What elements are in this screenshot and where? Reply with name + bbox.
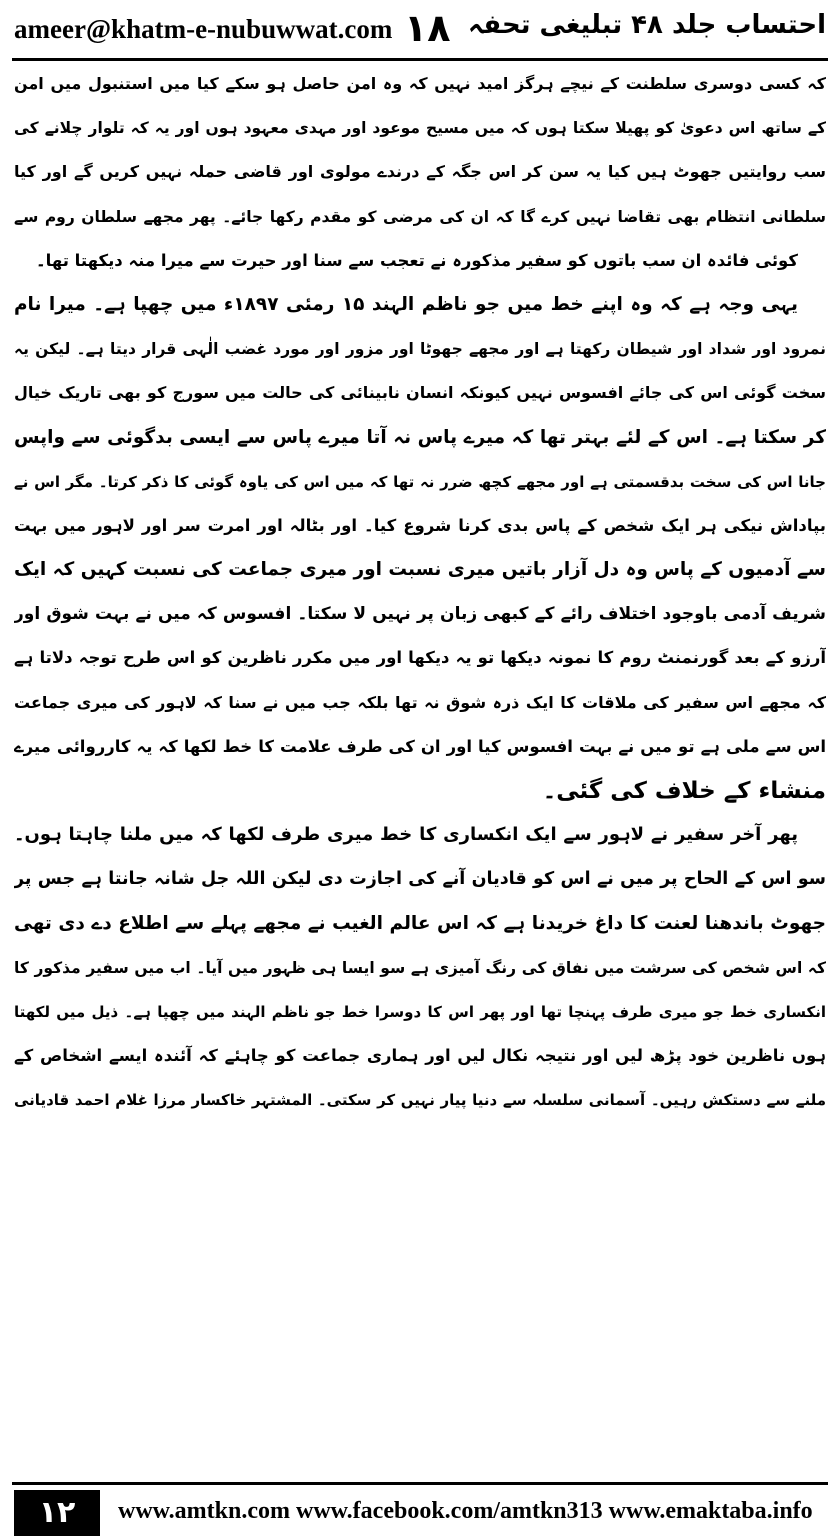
text-line: انکساری خط جو میری طرف پہنچا تھا اور پھر اس کا دوسرا خط جو ناظم الہند میں چھپا ہے۔ ذیل میں لکھتا bbox=[14, 1002, 826, 1021]
footer-urls: www.amtkn.com www.facebook.com/amtkn313 www.emaktaba.info bbox=[118, 1498, 813, 1524]
text-line: سخت گوئی اس کی جائے افسوس نہیں کیونکہ انسان نابینائی کی حالت میں سورج کو بھی تاریک خیال bbox=[14, 383, 826, 403]
text-line: سے آدمیوں کے پاس وہ دل آزار باتیں میری نسبت اور میری جماعت کی نسبت کہیں کہ ایک bbox=[14, 559, 826, 581]
footer-divider bbox=[12, 1482, 828, 1485]
header-email: ameer@khatm-e-nubuwwat.com bbox=[14, 14, 393, 44]
text-line: آرزو کے بعد گورنمنٹ روم کا نمونہ دیکھا تو یہ دیکھا اور میں مکرر ناظرین کو اس طرح توجہ دلاتا ہے bbox=[14, 648, 826, 668]
text-line: کہ مجھے اس سفیر کی ملاقات کا ایک ذرہ شوق نہ تھا بلکہ جب میں نے سنا کہ لاہور کی میری جماعت bbox=[14, 692, 826, 712]
text-line: کر سکتا ہے۔ اس کے لئے بہتر تھا کہ میرے پاس نہ آتا میرے پاس سے ایسی بدگوئی سے واپس bbox=[14, 426, 826, 448]
text-line: سلطانی انتظام بھی تقاضا نہیں کرے گا کہ ان کی مرضی کو مقدم رکھا جائے۔ پھر مجھے سلطان روم سے bbox=[14, 207, 826, 226]
text-line: شریف آدمی باوجود اختلاف رائے کے کبھی زبان پر نہیں لا سکتا۔ افسوس کہ میں نے بہت شوق اور bbox=[14, 604, 826, 625]
text-line: کوئی فائدہ ان سب باتوں کو سفیر مذکورہ نے تعجب سے سنا اور حیرت سے میرا منہ دیکھتا تھا۔ bbox=[35, 250, 798, 270]
text-line: یہی وجہ ہے کہ وہ اپنے خط میں جو ناظم الہند ۱۵ رمئی ۱۸۹۷ء میں چھپا ہے۔ میرا نام bbox=[14, 293, 799, 315]
text-line: ہوں ناظرین خود پڑھ لیں اور نتیجہ نکال لیں اور ہماری جماعت کو چاہئے کہ آئندہ ایسے اشخاص کے bbox=[14, 1046, 826, 1066]
text-line: سب روایتیں جھوٹ ہیں کیا یہ سن کر اس جگہ کے درندے مولوی اور قاضی حملہ نہیں کریں گے اور کیا bbox=[14, 162, 826, 182]
text-line: کے ساتھ اس دعویٰ کو پھیلا سکتا ہوں کہ میں مسیح موعود اور مہدی معہود ہوں اور یہ کہ تلوار چلانے کی bbox=[14, 119, 826, 138]
text-line: پھر آخر سفیر نے لاہور سے ایک انکساری کا خط میری طرف لکھا کہ میں ملنا چاہتا ہوں۔ bbox=[14, 824, 798, 846]
text-line: جھوٹ باندھنا لعنت کا داغ خریدنا ہے کہ اس عالم الغیب نے مجھے پہلے سے اطلاع دے دی تھی bbox=[14, 912, 826, 934]
body-text bbox=[14, 62, 826, 1466]
page-footer bbox=[0, 1482, 840, 1540]
text-line: بپاداش نیکی ہر ایک شخص کے پاس بدی کرنا شروع کیا۔ اور بٹالہ اور امرت سر اور لاہور میں بہت bbox=[14, 515, 826, 535]
text-line: منشاء کے خلاف کی گئی۔ bbox=[542, 778, 826, 804]
text-line: سو اس کے الحاح پر میں نے اس کو قادیان آنے کی اجازت دی لیکن اللہ جل شانہ جانتا ہے جس پر bbox=[14, 869, 826, 890]
page-header bbox=[0, 0, 840, 62]
header-divider bbox=[12, 58, 828, 61]
text-line: کہ کسی دوسری سلطنت کے نیچے ہرگز امید نہیں کہ وہ امن حاصل ہو سکے کیا میں استنبول میں امن bbox=[14, 74, 826, 93]
text-line: اس سے ملی ہے تو میں نے بہت افسوس کیا اور ان کی طرف علامت کا خط لکھا کہ یہ کارروائی میرے bbox=[14, 736, 826, 756]
footer-page-number: ۱۲ bbox=[14, 1490, 100, 1536]
text-line: نمرود اور شداد اور شیطان رکھتا ہے اور مجھے جھوٹا اور مزور اور مورد غضب الٰہی قرار دیتا ہے۔ لیکن یہ bbox=[14, 340, 826, 359]
text-line: جانا اس کی سخت بدقسمتی ہے اور مجھے کچھ ضرر نہ تھا کہ میں اس کی یاوہ گوئی کا ذکر کرتا۔ مگر اس نے bbox=[14, 472, 826, 491]
header-book-title: احتساب جلد ۴۸ تبلیغی تحفہ bbox=[468, 10, 826, 40]
text-line: ملنے سے دستکش رہیں۔ آسمانی سلسلہ سے دنیا پیار نہیں کر سکتی۔ المشتہر خاکسار مرزا غلام احمد قادیانی bbox=[14, 1091, 826, 1110]
header-page-number: ۱۸ bbox=[404, 6, 451, 50]
text-line: کہ اس شخص کی سرشت میں نفاق کی رنگ آمیزی ہے سو ایسا ہی ظہور میں آیا۔ اب میں سفیر مذکور کا bbox=[14, 958, 826, 977]
